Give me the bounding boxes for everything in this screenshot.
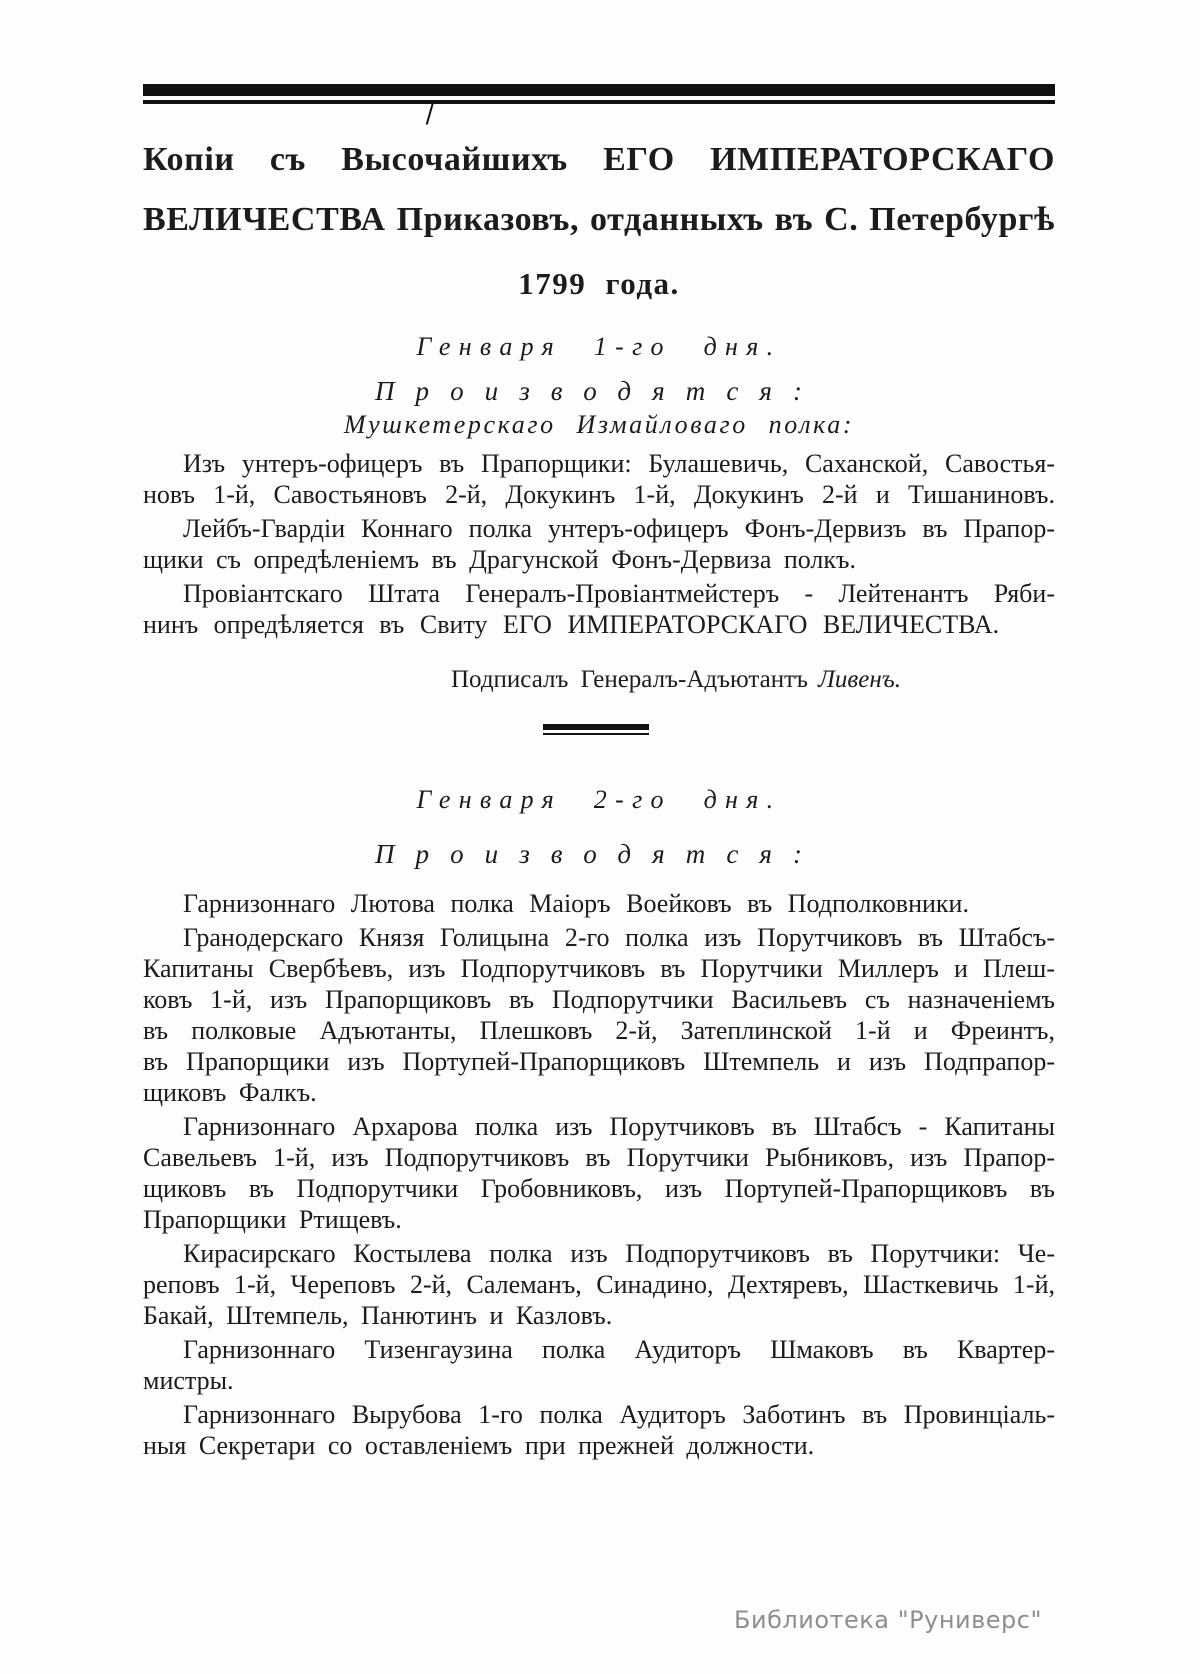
orders-text: [143, 448, 1055, 640]
date-heading: Генваря 2-го дня.: [416, 785, 782, 814]
order-paragraph: [143, 513, 1055, 575]
title-line-1: Копіи съ Высочайшихъ ЕГО ИМПЕРАТОРСКАГО: [143, 141, 1055, 178]
order-line: Гарнизоннаго Тизенгаузина полка Аудиторъ Шмаковъ въ Квартер-: [183, 1335, 1055, 1364]
order-line: реповъ 1-й, Череповъ 2-й, Салеманъ, Синадино, Дехтяревъ, Шасткевичь 1-й,: [143, 1270, 1055, 1299]
order-line: щики съ опредѣленіемъ въ Драгунской Фонъ-Дервиза полкъ.: [143, 545, 856, 574]
order-paragraph: [143, 1334, 1055, 1396]
order-line: въ полковые Адъютанты, Плешковъ 2-й, Затеплинской 1-й и Фреинтъ,: [143, 1016, 1055, 1045]
order-line: мистры.: [143, 1366, 234, 1395]
order-line: новъ 1-й, Савостьяновъ 2-й, Докукинъ 1-й, Докукинъ 2-й и Тишаниновъ.: [143, 480, 1055, 509]
order-line: Кирасирскаго Костылева полка изъ Подпорутчиковъ въ Порутчики: Че-: [183, 1239, 1055, 1268]
signature-line: [143, 666, 1055, 694]
library-watermark: Библиотека "Руниверс": [734, 1606, 1042, 1634]
date-heading: Генваря 1-го дня.: [416, 332, 782, 361]
order-section-january-1: [143, 332, 1055, 735]
section-divider-rule: [543, 724, 649, 735]
text-column: [143, 84, 1055, 1461]
orders-text: [143, 888, 1055, 1461]
order-line: Гарнизоннаго Вырубова 1-го полка Аудиторъ Заботинъ въ Провинціаль-: [183, 1400, 1055, 1429]
order-line: ныя Секретари со оставленіемъ при прежней должности.: [143, 1431, 815, 1460]
header-double-rule: [143, 84, 1055, 104]
order-paragraph: [143, 922, 1055, 1108]
order-paragraph: [143, 1399, 1055, 1461]
order-line: щиковъ Фалкъ.: [143, 1078, 317, 1107]
document-title: [143, 130, 1055, 302]
order-line: Савельевъ 1-й, изъ Подпорутчиковъ въ Порутчики Рыбниковъ, изъ Прапор-: [143, 1143, 1055, 1172]
promotions-heading: Производятся:: [374, 839, 824, 869]
order-line: Гарнизоннаго Лютова полка Маіоръ Воейковъ въ Подполковники.: [183, 889, 969, 918]
signature-prefix: Подписалъ Генералъ-Адъютантъ: [451, 666, 808, 693]
title-year-line: 1799 года.: [518, 266, 680, 301]
order-line: Прапорщики Ртищевъ.: [143, 1205, 402, 1234]
order-paragraph: [143, 578, 1055, 640]
order-line: Гранодерскаго Князя Голицына 2-го полка изъ Порутчиковъ въ Штабсъ-: [183, 923, 1055, 952]
order-line: Изъ унтеръ-офицеръ въ Прапорщики: Булашевичь, Саханской, Савостья-: [183, 449, 1055, 478]
order-line: ковъ 1-й, изъ Прапорщиковъ въ Подпорутчики Васильевъ съ назначеніемъ: [143, 985, 1055, 1014]
order-section-january-2: [143, 785, 1055, 1461]
order-line: нинъ опредѣляется въ Свиту ЕГО ИМПЕРАТОРСКАГО ВЕЛИЧЕСТВА.: [143, 610, 1000, 639]
order-line: щиковъ въ Подпорутчики Гробовниковъ, изъ Портупей-Прапорщиковъ въ: [143, 1174, 1055, 1203]
promotions-heading: Производятся:: [374, 376, 824, 406]
order-paragraph: [143, 1111, 1055, 1235]
order-paragraph: [143, 448, 1055, 510]
order-line: Бакай, Штемпель, Панютинъ и Казловъ.: [143, 1301, 613, 1330]
scan-artifact-mark: [426, 101, 435, 125]
order-line: Провіантскаго Штата Генералъ-Провіантмейстеръ - Лейтенантъ Ряби-: [183, 579, 1055, 608]
order-paragraph: [143, 888, 1055, 919]
regiment-heading: Мушкетерскаго Измайловаго полка:: [343, 410, 855, 439]
order-line: Капитаны Свербѣевъ, изъ Подпорутчиковъ въ Порутчики Миллеръ и Плеш-: [143, 954, 1055, 983]
order-line: въ Прапорщики изъ Портупей-Прапорщиковъ Штемпель и изъ Подпрапор-: [143, 1047, 1055, 1076]
order-line: Гарнизоннаго Архарова полка изъ Порутчиковъ въ Штабсъ - Капитаны: [183, 1112, 1055, 1141]
title-line-2: ВЕЛИЧЕСТВА Приказовъ, отданныхъ въ С. Петербургѣ: [143, 201, 1055, 238]
order-paragraph: [143, 1238, 1055, 1331]
signature-name: Ливенъ.: [817, 666, 901, 693]
order-line: Лейбъ-Гвардіи Коннаго полка унтеръ-офицеръ Фонъ-Дервизъ въ Прапор-: [183, 514, 1055, 543]
